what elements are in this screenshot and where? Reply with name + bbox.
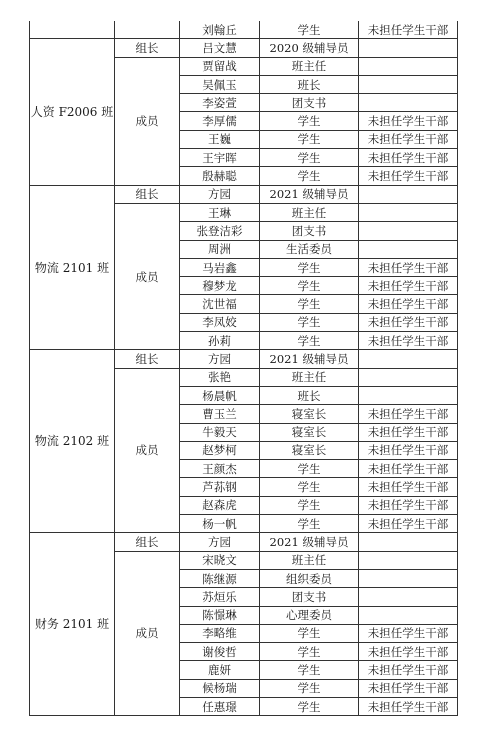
- role-cell: 学生: [260, 258, 359, 276]
- cadre-cell: [359, 588, 458, 606]
- cadre-cell: [359, 386, 458, 404]
- name-cell: 曹玉兰: [180, 405, 260, 423]
- name-cell: 贾留战: [180, 57, 260, 75]
- name-cell: 孙莉: [180, 332, 260, 350]
- name-cell: 马岩鑫: [180, 258, 260, 276]
- name-cell: 赵森虎: [180, 496, 260, 514]
- role-cell: 班主任: [260, 551, 359, 569]
- name-cell: 穆梦龙: [180, 277, 260, 295]
- name-cell: 李凤姣: [180, 313, 260, 331]
- name-cell: 陈憬琳: [180, 606, 260, 624]
- cadre-cell: [359, 222, 458, 240]
- role-cell: 2021 级辅导员: [260, 185, 359, 203]
- role-cell: 2020 级辅导员: [260, 39, 359, 57]
- cadre-cell: 未担任学生干部: [359, 515, 458, 533]
- cadre-cell: [359, 569, 458, 587]
- cadre-cell: 未担任学生干部: [359, 149, 458, 167]
- name-cell: 方园: [180, 350, 260, 368]
- table-row: [30, 533, 458, 551]
- role-cell: 寝室长: [260, 423, 359, 441]
- name-cell: 王颜杰: [180, 460, 260, 478]
- cadre-cell: 未担任学生干部: [359, 624, 458, 642]
- name-cell: 任惠璟: [180, 697, 260, 715]
- leader-label-cell: 组长: [115, 185, 180, 203]
- role-cell: 学生: [260, 277, 359, 295]
- cadre-cell: [359, 39, 458, 57]
- name-cell: 王宇晖: [180, 149, 260, 167]
- cadre-cell: 未担任学生干部: [359, 478, 458, 496]
- cadre-cell: 未担任学生干部: [359, 679, 458, 697]
- cadre-cell: [359, 57, 458, 75]
- role-cell: 学生: [260, 149, 359, 167]
- name-cell: 鹿妍: [180, 661, 260, 679]
- role-cell: 团支书: [260, 222, 359, 240]
- cadre-cell: 未担任学生干部: [359, 661, 458, 679]
- role-cell: 学生: [260, 697, 359, 715]
- role-cell: 学生: [260, 679, 359, 697]
- cadre-cell: 未担任学生干部: [359, 423, 458, 441]
- roster-table: [29, 21, 458, 716]
- cadre-cell: [359, 606, 458, 624]
- cadre-cell: [359, 533, 458, 551]
- role-cell: 班主任: [260, 203, 359, 221]
- role-cell: 学生: [260, 624, 359, 642]
- role-cell: 学生: [260, 313, 359, 331]
- cadre-cell: 未担任学生干部: [359, 277, 458, 295]
- name-cell: 杨晨帆: [180, 386, 260, 404]
- cadre-cell: [359, 240, 458, 258]
- class-cell-continued: [30, 21, 115, 39]
- role-cell: 学生: [260, 496, 359, 514]
- role-cell: 团支书: [260, 94, 359, 112]
- roster-body: [30, 21, 458, 716]
- role-cell: 学生: [260, 130, 359, 148]
- cadre-cell: 未担任学生干部: [359, 460, 458, 478]
- class-name-cell: 物流 2101 班: [30, 185, 115, 350]
- role-cell: 学生: [260, 643, 359, 661]
- role-cell: 学生: [260, 515, 359, 533]
- cadre-cell: [359, 94, 458, 112]
- cadre-cell: 未担任学生干部: [359, 130, 458, 148]
- cadre-cell: 未担任学生干部: [359, 258, 458, 276]
- cadre-cell: 未担任学生干部: [359, 643, 458, 661]
- role-cell: 生活委员: [260, 240, 359, 258]
- cadre-cell: 未担任学生干部: [359, 441, 458, 459]
- name-cell: 宋晓文: [180, 551, 260, 569]
- cadre-cell: 未担任学生干部: [359, 21, 458, 39]
- role-cell: 学生: [260, 295, 359, 313]
- role-cell: 学生: [260, 21, 359, 39]
- cadre-cell: 未担任学生干部: [359, 405, 458, 423]
- role-cell: 2021 级辅导员: [260, 350, 359, 368]
- role-cell: 寝室长: [260, 405, 359, 423]
- name-cell: 沈世福: [180, 295, 260, 313]
- name-cell: 方园: [180, 533, 260, 551]
- name-cell: 周洲: [180, 240, 260, 258]
- name-cell: 谢俊哲: [180, 643, 260, 661]
- name-cell: 张登洁彩: [180, 222, 260, 240]
- table-row: [30, 185, 458, 203]
- leader-label-cell: 组长: [115, 350, 180, 368]
- name-cell: 陈继源: [180, 569, 260, 587]
- role-cell: 学生: [260, 478, 359, 496]
- name-cell: 吕文慧: [180, 39, 260, 57]
- role-cell: 学生: [260, 661, 359, 679]
- name-cell: 苏烜乐: [180, 588, 260, 606]
- table-row: [30, 350, 458, 368]
- name-cell: 候杨瑞: [180, 679, 260, 697]
- name-cell: 殷赫聪: [180, 167, 260, 185]
- class-name-cell: 物流 2102 班: [30, 350, 115, 533]
- member-label-cell: 成员: [115, 551, 180, 716]
- cadre-cell: 未担任学生干部: [359, 112, 458, 130]
- name-cell: 杨一帆: [180, 515, 260, 533]
- cadre-cell: 未担任学生干部: [359, 295, 458, 313]
- cadre-cell: 未担任学生干部: [359, 167, 458, 185]
- name-cell: 方园: [180, 185, 260, 203]
- role-cell: 学生: [260, 460, 359, 478]
- table-row: [30, 39, 458, 57]
- table-row: [30, 21, 458, 39]
- name-cell: 李姿萱: [180, 94, 260, 112]
- name-cell: 王琳: [180, 203, 260, 221]
- cadre-cell: [359, 185, 458, 203]
- cadre-cell: 未担任学生干部: [359, 313, 458, 331]
- role-cell: 心理委员: [260, 606, 359, 624]
- leader-label-cell: 组长: [115, 533, 180, 551]
- name-cell: 牛毅天: [180, 423, 260, 441]
- name-cell: 吴佩玉: [180, 75, 260, 93]
- role-cell: 班长: [260, 75, 359, 93]
- cadre-cell: 未担任学生干部: [359, 332, 458, 350]
- role-cell: 班主任: [260, 57, 359, 75]
- leader-label-cell: 组长: [115, 39, 180, 57]
- role-cell: 2021 级辅导员: [260, 533, 359, 551]
- role-cell: 组织委员: [260, 569, 359, 587]
- role-cell: 班主任: [260, 368, 359, 386]
- role-cell: 学生: [260, 112, 359, 130]
- name-cell: 张艳: [180, 368, 260, 386]
- name-cell: 赵梦柯: [180, 441, 260, 459]
- name-cell: 李略维: [180, 624, 260, 642]
- cadre-cell: [359, 75, 458, 93]
- name-cell: 芦荪钢: [180, 478, 260, 496]
- cadre-cell: [359, 203, 458, 221]
- cadre-cell: 未担任学生干部: [359, 697, 458, 715]
- member-label-cell: 成员: [115, 368, 180, 533]
- group-cell-continued: [115, 21, 180, 39]
- class-name-cell: 人资 F2006 班: [30, 39, 115, 185]
- cadre-cell: [359, 350, 458, 368]
- cadre-cell: [359, 551, 458, 569]
- class-name-cell: 财务 2101 班: [30, 533, 115, 716]
- role-cell: 班长: [260, 386, 359, 404]
- cadre-cell: 未担任学生干部: [359, 496, 458, 514]
- name-cell: 刘翰丘: [180, 21, 260, 39]
- role-cell: 寝室长: [260, 441, 359, 459]
- member-label-cell: 成员: [115, 57, 180, 185]
- cadre-cell: [359, 368, 458, 386]
- name-cell: 李厚儒: [180, 112, 260, 130]
- role-cell: 学生: [260, 332, 359, 350]
- role-cell: 学生: [260, 167, 359, 185]
- member-label-cell: 成员: [115, 203, 180, 349]
- name-cell: 王巍: [180, 130, 260, 148]
- role-cell: 团支书: [260, 588, 359, 606]
